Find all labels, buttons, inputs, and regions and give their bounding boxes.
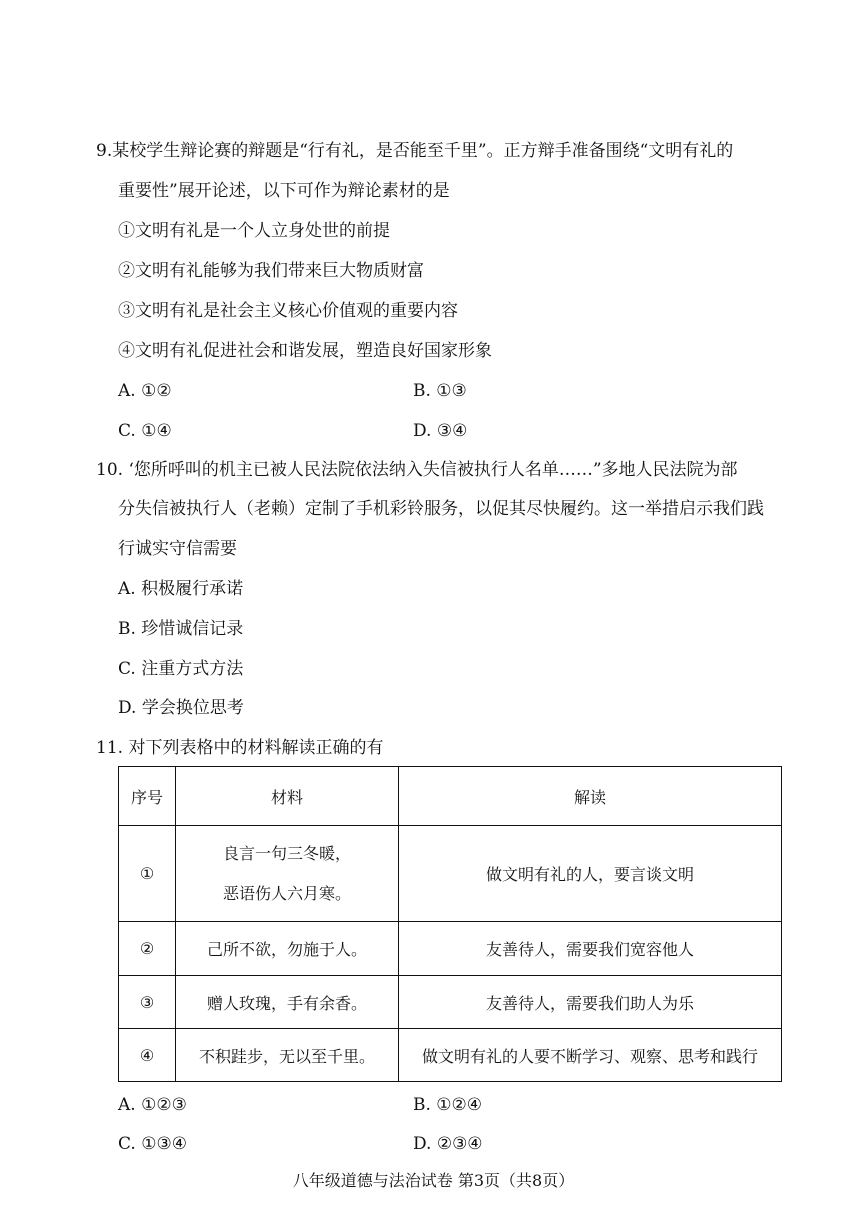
- q10-stem-line1: 10. ‘您所呼叫的机主已被人民法院依法纳入失信被执行人名单……”多地人民法院为部: [96, 460, 738, 480]
- material-line: 良言一句三冬暖，: [222, 843, 351, 863]
- q11-option-b: B. ①②④: [413, 1095, 483, 1115]
- header-reading: 解读: [399, 767, 782, 826]
- q10-option-d: D. 学会换位思考: [118, 698, 244, 718]
- row-material: 赠人玫瑰，手有余香。: [176, 976, 399, 1029]
- row-material: 不积跬步，无以至千里。: [176, 1029, 399, 1082]
- q11-option-a: A. ①②③: [118, 1095, 187, 1115]
- q9-item-4: ④文明有礼促进社会和谐发展，塑造良好国家形象: [118, 341, 492, 361]
- row-number: ①: [119, 826, 176, 922]
- row-number: ④: [119, 1029, 176, 1082]
- q10-stem-line3: 行诚实守信需要: [118, 539, 237, 559]
- row-material: 己所不欲，勿施于人。: [176, 922, 399, 976]
- q10-option-b: B. 珍惜诚信记录: [118, 619, 244, 639]
- q9-item-3: ③文明有礼是社会主义核心价值观的重要内容: [118, 301, 458, 321]
- table-row: [119, 976, 782, 1029]
- row-number: ②: [119, 922, 176, 976]
- q9-option-d: D. ③④: [413, 421, 468, 441]
- q9-item-1: ①文明有礼是一个人立身处世的前提: [118, 221, 390, 241]
- q11-stem: 11. 对下列表格中的材料解读正确的有: [96, 738, 384, 758]
- row-reading: 友善待人，需要我们宽容他人: [399, 922, 782, 976]
- header-number: 序号: [119, 767, 176, 826]
- q11-option-d: D. ②③④: [413, 1134, 483, 1154]
- q9-option-a: A. ①②: [118, 381, 172, 401]
- q10-option-c: C. 注重方式方法: [118, 659, 244, 679]
- q10-stem-line2: 分失信被执行人（老赖）定制了手机彩铃服务，以促其尽快履约。这一举措启示我们践: [118, 499, 764, 519]
- row-reading: 友善待人，需要我们助人为乐: [399, 976, 782, 1029]
- table-row: [119, 1029, 782, 1082]
- q9-stem-line2: 重要性”展开论述，以下可作为辩论素材的是: [118, 181, 450, 201]
- table-row: [119, 922, 782, 976]
- header-material: 材料: [176, 767, 399, 826]
- row-reading: 做文明有礼的人要不断学习、观察、思考和践行: [399, 1029, 782, 1082]
- q9-option-c: C. ①④: [118, 421, 172, 441]
- row-number: ③: [119, 976, 176, 1029]
- row-reading: 做文明有礼的人，要言谈文明: [399, 826, 782, 922]
- q9-item-2: ②文明有礼能够为我们带来巨大物质财富: [118, 261, 424, 281]
- material-table: [118, 766, 782, 1082]
- q9-option-b: B. ①③: [413, 381, 467, 401]
- row-material: [176, 826, 399, 922]
- table-header-row: [119, 767, 782, 826]
- q9-stem-line1: 9.某校学生辩论赛的辩题是“行有礼，是否能至千里”。正方辩手准备围绕“文明有礼的: [96, 141, 734, 161]
- q10-option-a: A. 积极履行承诺: [118, 579, 244, 599]
- material-line: 恶语伤人六月寒。: [222, 883, 351, 903]
- table-row: [119, 826, 782, 922]
- q11-option-c: C. ①③④: [118, 1134, 187, 1154]
- page-footer: 八年级道德与法治试卷 第3页（共8页）: [292, 1171, 575, 1190]
